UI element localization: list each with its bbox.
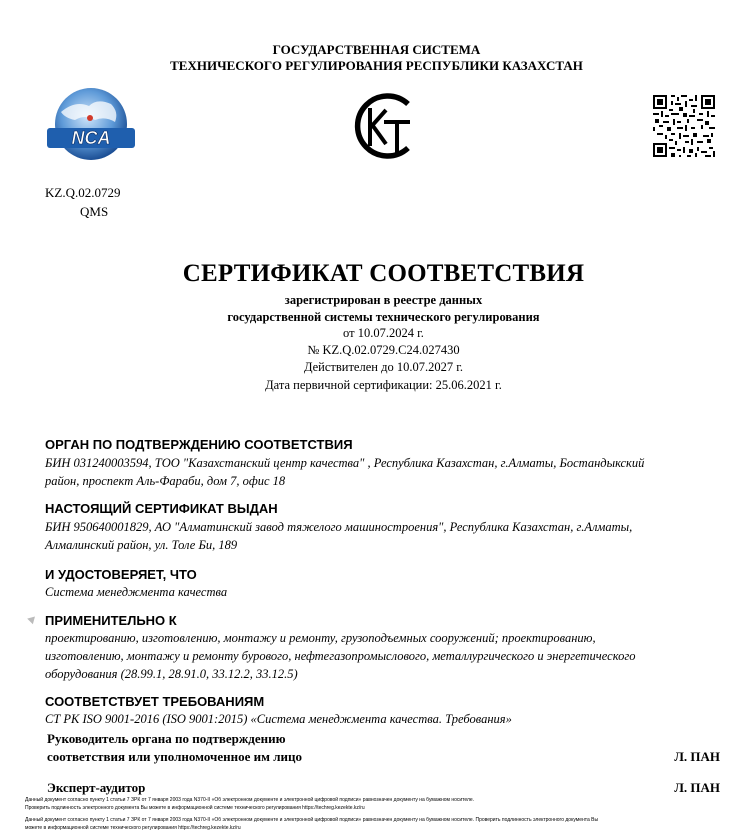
- expert-auditor-label: Эксперт-аудитор: [47, 780, 146, 795]
- registration-code: KZ.Q.02.0729: [45, 185, 121, 200]
- head-signatory-line-1: Руководитель органа по подтверждению: [47, 731, 286, 746]
- expert-auditor-name: Л. ПАН: [674, 780, 720, 795]
- conformity-mark: [348, 90, 420, 162]
- requirements-line-1: СТ РК ISO 9001-2016 (ISO 9001:2015) «Система менеджмента качества. Требования»: [45, 712, 512, 726]
- collapse-marker-icon: [27, 614, 38, 625]
- issued-title: НАСТОЯЩИЙ СЕРТИФИКАТ ВЫДАН: [45, 501, 278, 516]
- applicable-body: [45, 629, 730, 683]
- registry-line-2: государственной системы технического регулирования: [227, 310, 540, 324]
- certifies-line-1: Система менеджмента качества: [45, 585, 228, 599]
- registry-line-1: зарегистрирован в реестре данных: [284, 293, 483, 307]
- registry-date: от 10.07.2024 г.: [343, 326, 424, 340]
- footer-line-2: Проверить подлинность электронного документа Вы можете в информационной системе технического регулирования https://techreg.kezekte.kz/ru: [25, 805, 365, 811]
- certificate-number: № KZ.Q.02.0729.C24.027430: [307, 343, 460, 357]
- first-certification-date: Дата первичной сертификации: 25.06.2021 г.: [265, 378, 502, 392]
- organ-title: ОРГАН ПО ПОДТВЕРЖДЕНИЮ СООТВЕТСТВИЯ: [45, 437, 353, 452]
- applicable-line-2: изготовлению, монтажу и ремонту бурового, нефтегазопромыслового, металлургического и энергетического: [45, 649, 636, 663]
- requirements-title: СООТВЕТСТВУЕТ ТРЕБОВАНИЯМ: [45, 694, 265, 709]
- applicable-line-3: оборудования (28.99.1, 28.91.0, 33.12.2, 33.12.5): [45, 667, 298, 681]
- valid-until: Действителен до 10.07.2027 г.: [303, 360, 464, 374]
- nca-logo: [45, 86, 137, 166]
- header-line-2: ТЕХНИЧЕСКОГО РЕГУЛИРОВАНИЯ РЕСПУБЛИКИ КАЗАХСТАН: [170, 58, 583, 73]
- applicable-title: ПРИМЕНИТЕЛЬНО К: [45, 613, 177, 628]
- head-signatory-name: Л. ПАН: [674, 749, 720, 764]
- footer-line-4: можете в информационной системе технического регулирования https://techreg.kezekte.kz/ru: [25, 825, 241, 831]
- footer-line-1: Данный документ согласно пункту 1 статьи 7 ЗРК от 7 января 2003 года N370-II «Об электронном документе и электронной цифровой подписи» равнозначен документу на бумажном носителе.: [25, 797, 475, 803]
- issued-body: [45, 518, 730, 554]
- qr-code-icon: [653, 95, 715, 157]
- footer-line-3: Данный документ согласно пункту 1 статьи 7 ЗРК от 7 января 2003 года N370-II «Об электронном документе и электронной цифровой подписи» равнозначен документу на бумажном носителе. Проверить подлинность электронного документа Вы: [25, 817, 599, 823]
- applicable-line-1: проектированию, изготовлению, монтажу и ремонту, грузоподъемных сооружений; проектированию,: [45, 631, 596, 645]
- organ-body: [45, 454, 730, 490]
- head-signatory-line-2: соответствия или уполномоченное им лицо: [47, 749, 302, 764]
- organ-line-1: БИН 031240003594, ТОО "Казахстанский центр качества" , Республика Казахстан, г.Алматы, Бостандыкский: [45, 456, 645, 470]
- kt-mark-icon: [348, 90, 420, 162]
- header-line-1: ГОСУДАРСТВЕННАЯ СИСТЕМА: [272, 42, 481, 57]
- issued-line-1: БИН 950640001829, АО "Алматинский завод тяжелого машиностроения", Республика Казахстан, г.Алматы,: [45, 520, 633, 534]
- issued-line-2: Алмалинский район, ул. Толе Би, 189: [45, 538, 238, 552]
- nca-logo-text: NCA: [71, 128, 111, 148]
- organ-line-2: район, проспект Аль-Фараби, дом 7, офис 18: [45, 474, 286, 488]
- globe-icon: [45, 86, 137, 166]
- registration-type: QMS: [80, 204, 109, 219]
- qr-code: [653, 95, 715, 157]
- certifies-title: И УДОСТОВЕРЯЕТ, ЧТО: [45, 567, 197, 582]
- certificate-title: СЕРТИФИКАТ СООТВЕТСТВИЯ: [182, 260, 585, 287]
